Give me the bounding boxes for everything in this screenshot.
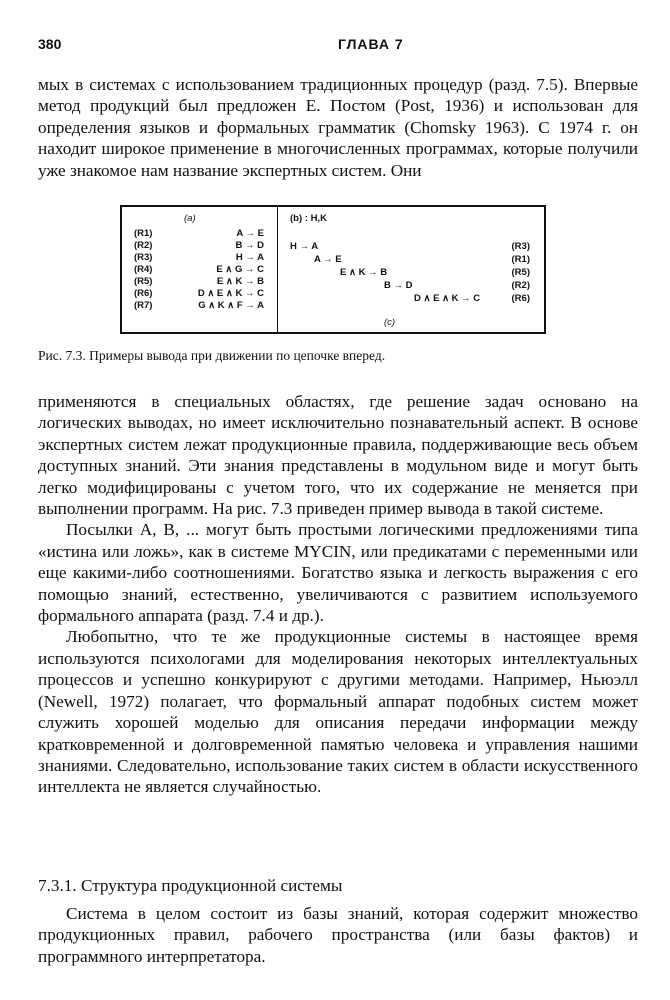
- chapter-title: ГЛАВА 7: [338, 36, 404, 52]
- chain-step: D ∧ E ∧ K → C: [414, 293, 481, 304]
- chain-rule: (R5): [511, 267, 530, 278]
- chain-step: A → E: [314, 254, 342, 265]
- chain-rule: (R3): [511, 241, 530, 252]
- rule-expression: B → D: [235, 240, 264, 251]
- rule-id: (R6): [134, 288, 153, 299]
- paragraph-3: Посылки A, B, ... могут быть простыми логическими предложениями типа «истина или ложь», как в системе MYCIN, или предикатами с переменными или еще какими-либо соотношениями. Богатство языка и легкость выражения с его помощью знаний, естественно, увеличиваются с развитием используемого формального аппарата (разд. 7.4 и др.).: [38, 520, 638, 626]
- page-header: [38, 36, 638, 56]
- chain-step: E ∧ K → B: [340, 267, 388, 278]
- chain-rule: (R1): [511, 254, 530, 265]
- rule-expression: D ∧ E ∧ K → C: [197, 288, 264, 299]
- figure-caption: Рис. 7.3. Примеры вывода при движении по цепочке вперед.: [38, 348, 386, 363]
- body-text: [38, 391, 638, 798]
- paragraph-4: Любопытно, что те же продукционные системы в настоящее время используются психологами для моделирования некоторых интеллектуальных процессов и успешно конкурируют с другими методами. Например, Ньюэлл (Newell, 1972) полагает, что формальный аппарат подобных систем может служить хорошей моделью для описания передачи информации между кратковременной и долговременной памятью человека и управления нашими знаниями. Следовательно, использование таких систем в области искусственного интеллекта не является случайностью.: [38, 627, 638, 797]
- rule-id: (R1): [134, 228, 153, 239]
- paragraph-5-block: [38, 903, 638, 967]
- rule-id: (R2): [134, 240, 153, 251]
- paragraph-1-text: мых в системах с использованием традиционных процедур (разд. 7.5). Впервые метод продукций был предложен Е. Постом (Post, 1936) и использован для определения языков и формальных грамматик (Chomsky 1963). С 1974 г. он находит широкое применение в многочисленных программах, которые получили уже знакомое нам название экспертных систем. Они: [38, 75, 638, 180]
- figure-label-c: (c): [384, 317, 396, 328]
- rule-id: (R5): [134, 276, 153, 287]
- rule-expression: G ∧ K ∧ F → A: [198, 300, 264, 311]
- figure-7-3: [120, 205, 546, 334]
- figure-label-a: (a): [184, 213, 196, 224]
- rule-expression: A → E: [236, 228, 264, 239]
- paragraph-1: [38, 74, 638, 181]
- rule-expression: E ∧ G → C: [216, 264, 264, 275]
- rule-id: (R4): [134, 264, 153, 275]
- page-number: 380: [38, 36, 62, 52]
- chain-rule: (R2): [511, 280, 530, 291]
- chain-step: H → A: [290, 241, 319, 252]
- chain-step: B → D: [384, 280, 413, 291]
- rule-id: (R7): [134, 300, 153, 311]
- section-title: 7.3.1. Структура продукционной системы: [38, 876, 343, 895]
- rule-expression: E ∧ K → B: [216, 276, 264, 287]
- paragraph-5: Система в целом состоит из базы знаний, которая содержит множество продукционных правил, рабочего пространства (или базы фактов) и программного интерпретатора.: [38, 904, 638, 966]
- rule-id: (R3): [134, 252, 153, 263]
- figure-label-b: (b) : H,K: [290, 213, 327, 224]
- rule-expression: H → A: [235, 252, 264, 263]
- figure-divider: [277, 207, 278, 332]
- chain-rule: (R6): [511, 293, 530, 304]
- paragraph-2: применяются в специальных областях, где решение задач основано на логических выводах, но имеет исключительно познавательный аспект. В основе экспертных систем лежат продукционные правила, поддерживающие весь объем доступных знаний. Эти знания представлены в модульном виде и могут быть легко модифицированы с учетом того, что их содержание не меняется при выполнении программ. На рис. 7.3 приведен пример вывода в такой системе.: [38, 392, 638, 519]
